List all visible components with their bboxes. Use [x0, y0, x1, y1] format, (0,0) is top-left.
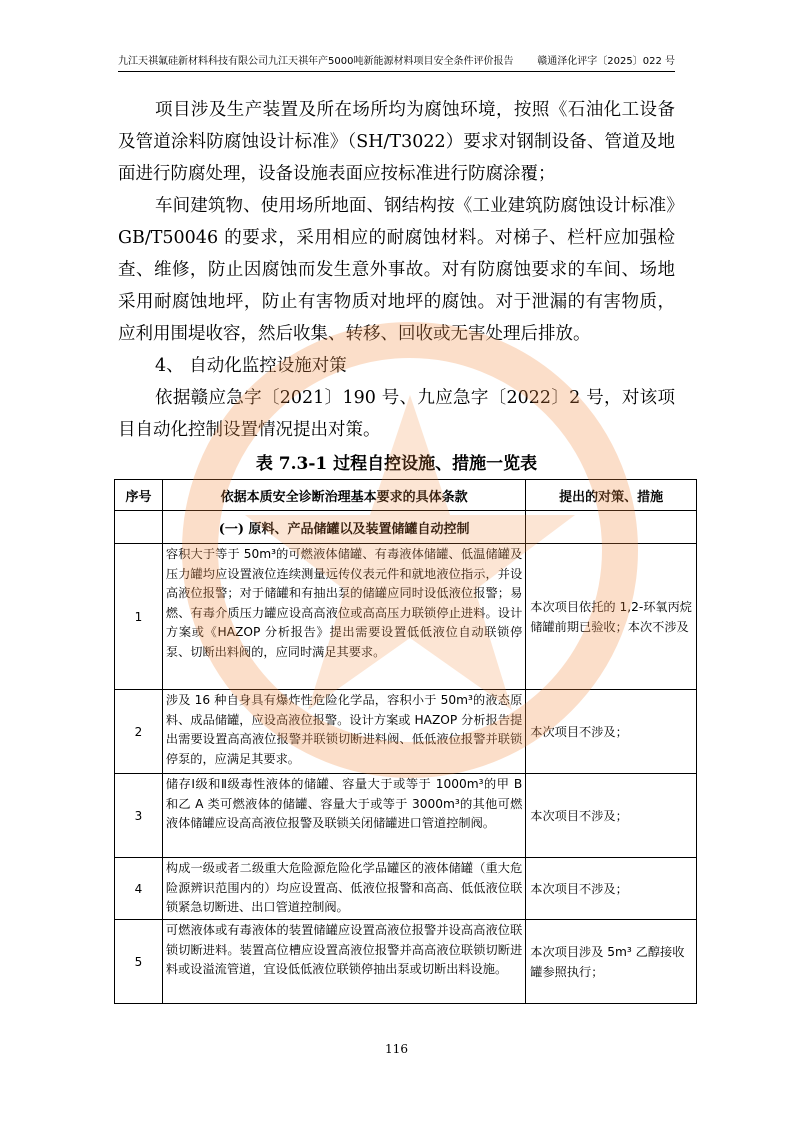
- page-number: 116: [385, 1042, 408, 1056]
- section-title: (一) 原料、产品储罐以及装置储罐自动控制: [162, 511, 525, 544]
- row-requirement: 可燃液体或有毒液体的装置储罐应设置高液位报警并设高高液位联锁切断进料。装置高位槽应设置高液位报警并高高液位联锁切断进料或设溢流管道，宜设低低液位联锁停抽出泵或切断出料设施。: [162, 920, 525, 1004]
- row-number: 1: [115, 544, 163, 690]
- section-empty-cell: [526, 511, 697, 544]
- header-report-title: 九江天祺氟硅新材料科技有限公司九江天祺年产5000吨新能源材料项目安全条件评价报告: [118, 56, 514, 67]
- table-caption: 表 7.3-1 过程自控设施、措施一览表: [255, 454, 538, 474]
- row-requirement: 容积大于等于 50m³的可燃液体储罐、有毒液体储罐、低温储罐及压力罐均应设置液位连续测量远传仪表元件和就地液位指示，并设高液位报警；对于储罐和有抽出泵的储罐应同时设低液位报警；易燃、有毒介质压力罐应设高高液位或高高压力联锁停止进料。设计方案或《HAZOP 分析报告》提出需要设置低低液位自动联锁停泵、切断出料阀的，应同时满足其要求。: [162, 544, 525, 690]
- row-measure: 本次项目不涉及；: [526, 690, 697, 774]
- row-measure: 本次项目依托的 1,2-环氧丙烷储罐前期已验收；本次不涉及: [526, 544, 697, 690]
- row-number: 2: [115, 690, 163, 774]
- process-control-table: [114, 479, 697, 1004]
- header-requirement: 依据本质安全诊断治理基本要求的具体条款: [162, 480, 525, 511]
- paragraph-corrosion-buildings: 车间建筑物、使用场所地面、钢结构按《工业建筑防腐蚀设计标准》GB/T50046 的要求，采用相应的耐腐蚀材料。对梯子、栏杆应加强检查、维修，防止因腐蚀而发生意外事故。对有防腐蚀要求的车间、场地采用耐腐蚀地坪，防止有害物质对地坪的腐蚀。对于泄漏的有害物质，应利用围堤收容，然后收集、转移、回收或无害处理后排放。: [118, 196, 675, 344]
- header-measure: 提出的对策、措施: [526, 480, 697, 511]
- table-row: [115, 690, 697, 774]
- paragraph-corrosion-equipment: 项目涉及生产装置及所在场所均为腐蚀环境，按照《石油化工设备及管道涂料防腐蚀设计标准》（SH/T3022）要求对钢制设备、管道及地面进行防腐处理，设备设施表面应按标准进行防腐涂覆；: [118, 100, 675, 184]
- row-measure: 本次项目不涉及；: [526, 858, 697, 920]
- row-number: 4: [115, 858, 163, 920]
- table-row: [115, 920, 697, 1004]
- row-requirement: 涉及 16 种自身具有爆炸性危险化学品，容积小于 50m³的液态原料、成品储罐，应设高液位报警。设计方案或 HAZOP 分析报告提出需要设置高高液位报警并联锁切断进料阀、低低液位报警并联锁停泵的，应满足其要求。: [162, 690, 525, 774]
- table-row: [115, 858, 697, 920]
- table-header-row: [115, 480, 697, 511]
- row-requirement: 储存Ⅰ级和Ⅱ级毒性液体的储罐、容量大于或等于 1000m³的甲 B 和乙 A 类可燃液体的储罐、容量大于或等于 3000m³的其他可燃液体储罐应设高高液位报警及联锁关闭储罐进口管道控制阀。: [162, 774, 525, 858]
- page-header: [118, 55, 675, 72]
- row-number: 5: [115, 920, 163, 1004]
- table-row: [115, 774, 697, 858]
- header-no: 序号: [115, 480, 163, 511]
- section-heading-automation: 4、 自动化监控设施对策: [155, 356, 347, 376]
- row-measure: 本次项目不涉及；: [526, 774, 697, 858]
- paragraph-automation-basis: 依据赣应急字〔2021〕190 号、九应急字〔2022〕2 号，对该项目自动化控制设置情况提出对策。: [118, 388, 675, 440]
- row-requirement: 构成一级或者二级重大危险源危险化学品罐区的液体储罐（重大危险源辨识范围内的）均应设置高、低液位报警和高高、低低液位联锁紧急切断进、出口管道控制阀。: [162, 858, 525, 920]
- table-row: [115, 544, 697, 690]
- table-section-row: [115, 511, 697, 544]
- header-report-number: 赣通泽化评字〔2025〕022 号: [537, 56, 675, 67]
- row-measure: 本次项目涉及 5m³ 乙醇接收罐参照执行；: [526, 920, 697, 1004]
- section-empty-cell: [115, 511, 163, 544]
- row-number: 3: [115, 774, 163, 858]
